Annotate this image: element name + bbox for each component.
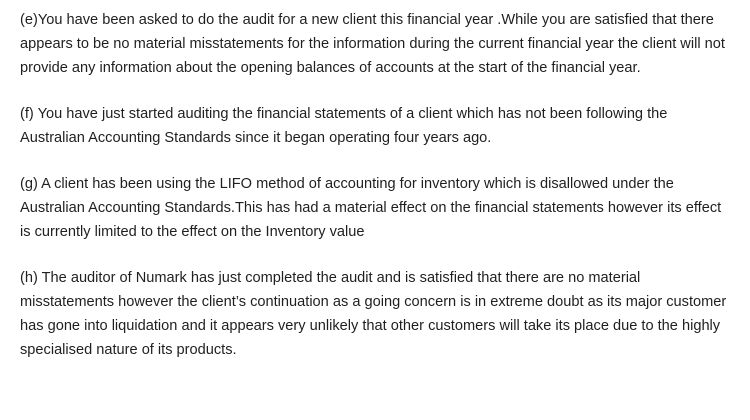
paragraph-e: (e)You have been asked to do the audit for a new client this financial year .While you are satisfied that there appears to be no material misstatements for the information during the current financial year the client will not provide any information about the opening balances of accounts at the start of the financial year.: [20, 12, 725, 76]
paragraph-f: (f) You have just started auditing the financial statements of a client which has not been following the Australian Accounting Standards since it began operating four years ago.: [20, 106, 668, 146]
paragraph-g: (g) A client has been using the LIFO method of accounting for inventory which is disallowed under the Australian Accounting Standards.This has had a material effect on the financial statements however its effect is currently limited to the effect on the Inventory value: [20, 176, 722, 240]
paragraph-h: (h) The auditor of Numark has just completed the audit and is satisfied that there are no material misstatements however the client’s continuation as a going concern is in extreme doubt as its major customer has gone into liquidation and it appears very unlikely that other customers will take its place due to the highly specialised nature of its products.: [20, 270, 727, 358]
document-body: [20, 8, 735, 362]
